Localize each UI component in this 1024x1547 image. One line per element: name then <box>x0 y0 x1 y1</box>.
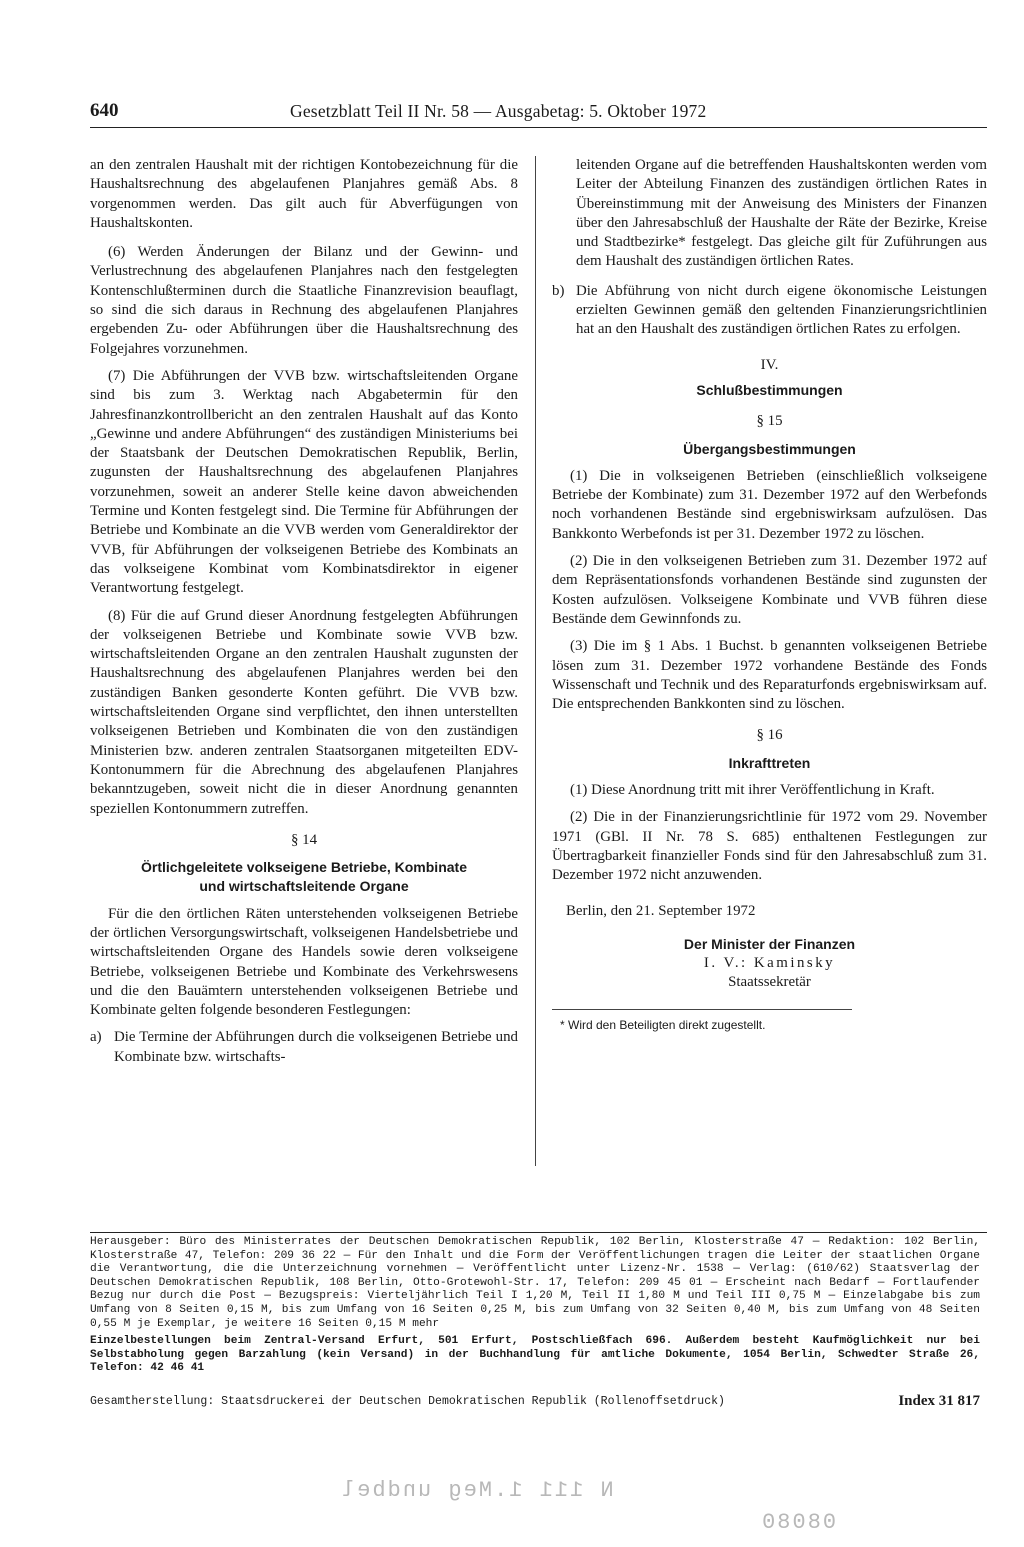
section-14-title-line-1: Örtlichgeleitete volkseigene Betriebe, Kombinate <box>141 859 467 876</box>
section-15-title: Übergangsbestimmungen <box>683 440 856 457</box>
part-iv-title: Schlußbestimmungen <box>696 381 843 398</box>
part-iv-number: IV. <box>760 356 779 373</box>
list-item-a-continued <box>552 156 987 272</box>
column-divider <box>535 156 536 1166</box>
page-number: 640 <box>90 100 119 121</box>
signer-role: Staatssekretär <box>728 974 811 991</box>
signer-name: I. V.: Kaminsky <box>703 955 836 972</box>
signer-title: Der Minister der Finanzen <box>683 935 856 952</box>
signature-block <box>552 935 987 993</box>
paragraph-8: (8) Für die auf Grund dieser Anordnung festgelegten Abführungen der volkseigenen Betriebe und Kombinate sowie VVB bzw. wirtschaftsleitenden Organe an den zentralen Haushalt zugunsten der Haushaltsrechnung des abgelaufenen Planjahres werden bei den zuständigen Banken gesonderte Konten geführt. Die VVB bzw. wirtschaftsleitenden Organe sind verpflichtet, den ihnen unterstellten volkseigenen Betrieben und Kombinaten die von den zuständigen Ministerien bzw. anderen zentralen Staatsorganen mitgeteilten EDV-Kontonummern für die Abrechnung des abgelaufenen Planjahres bekanntzugeben, soweit nicht die in dieser Anordnung genannten speziellen Kontonummern zutreffen. <box>90 607 518 817</box>
footnote-rule <box>552 1009 852 1010</box>
section-14-title <box>90 858 518 897</box>
bleedthrough-text-2: 08080 <box>760 1510 837 1535</box>
list-item-b <box>552 282 987 340</box>
section-15-paragraph-3: (3) Die im § 1 Abs. 1 Buchst. b genannten volkseigenen Betriebe lösen zum 31. Dezember 1972 vorhandene Bestände des Fonds Wissenschaft und Technik und des Reparaturfonds ergebniswirksam auf. Die entsprechenden Bankkonten sind zu löschen. <box>552 638 987 713</box>
running-head: Gesetzblatt Teil II Nr. 58 — Ausgabetag: 5. Oktober 1972 <box>290 101 707 121</box>
list-item-a-label: a) <box>90 1029 102 1046</box>
bleedthrough-text-1: N 111 1.Meg undbel <box>340 1478 614 1503</box>
list-item-a <box>90 1028 518 1067</box>
section-16-title: Inkrafttreten <box>728 754 811 771</box>
imprint-production: Gesamtherstellung: Staatsdruckerei der Deutschen Demokratischen Republik (Rollenoffsetdruck) <box>90 1395 725 1408</box>
section-15-paragraph-2: (2) Die in den volkseigenen Betrieben zum 31. Dezember 1972 auf dem Repräsentationsfonds vorhandenen Bestände sind zugunsten der Kosten aufzulösen. Volkseigene Kombinate und VVB führen diese Bestände dem Gewinnfonds zu. <box>552 553 987 627</box>
imprint-orders: Einzelbestellungen beim Zentral-Versand Erfurt, 501 Erfurt, Postschließfach 696. Außerdem besteht Kaufmöglichkeit nur bei Selbstabholung gegen Barzahlung (kein Versand) in der Buchhandlung für amtliche Dokumente, 1054 Berlin, Schwedter Straße 26, Telefon: 42 46 41 <box>90 1335 980 1375</box>
imprint <box>90 1236 980 1376</box>
place-date: Berlin, den 21. September 1972 <box>566 902 756 919</box>
section-15-number: § 15 <box>756 413 783 430</box>
section-14-intro: Für die den örtlichen Räten unterstehenden volkseigenen Betriebe der örtlichen Versorgungswirtschaft, volkseigenen Handelsbetriebe und wirtschaftsleitenden Organe des Handels sowie deren volkseigene Betriebe, volkseigenen Betriebe und Kombinate des Verkehrswesens und die den Bauämtern unterstehenden volkseigenen Betriebe und Kombinate gelten folgende besonderen Festlegungen: <box>90 905 518 1019</box>
left-column <box>90 156 518 1077</box>
paragraph-7: (7) Die Abführungen der VVB bzw. wirtschaftsleitenden Organe sind bis zum 3. Werktag nach Abgabetermin für den Jahresfinanzkontrollbericht an den zentralen Haushalt auf das Konto „Gewinne und andere Abführungen“ des zuständigen Ministeriums bei der Staatsbank der Deutschen Demokratischen Republik, Berlin, zugunsten der Haushaltsrechnung des abgelaufenen Planjahres vorzunehmen, soweit an anderer Stelle keine davon abweichenden Termine und Konten festgelegt sind. Die Termine für Abführungen der Betriebe und Kombinate an die VVB werden vom Generaldirektor der VVB, für Abführungen der volkseigenen Betriebe des Kombinats an das volkseigene Kombinat vom Kombinatsdirektor in eigener Verantwortung festgelegt. <box>90 367 518 597</box>
list-item-b-text: Die Abführung von nicht durch eigene ökonomische Leistungen erzielten Gewinnen gemäß den geltenden Finanzierungsrichtlinien hat an den Haushalt des zuständigen örtlichen Rates zu erfolgen. <box>576 282 987 338</box>
paragraph-6: (6) Werden Änderungen der Bilanz und der Gewinn- und Verlustrechnung des abgelaufenen Planjahres nach den festgelegten Kontenschlußterminen durch die Staatliche Finanzrevision beauflagt, so sind die sich daraus in Rechnung des abgelaufenen Planjahres ergebenden Zu- oder Abführungen über die Haushaltsrechnung des Folgejahres vorzunehmen. <box>90 244 518 357</box>
section-16-paragraph-1: (1) Diese Anordnung tritt mit ihrer Veröffentlichung in Kraft. <box>570 782 935 799</box>
list-item-b-label: b) <box>552 282 565 299</box>
imprint-publisher: Herausgeber: Büro des Ministerrates der Deutschen Demokratischen Republik, 102 Berlin, Klosterstraße 47 — Redaktion: 102 Berlin, Klosterstraße 47, Telefon: 209 36 22 — Für den Inhalt und die Form der Veröffentlichungen tragen die Leiter der staatlichen Organe die Verantwortung, die die Unterzeichnung vornehmen — Veröffentlicht unter Lizenz-Nr. 1538 — Verlag: (610/62) Staatsverlag der Deutschen Demokratischen Republik, 108 Berlin, Otto-Grotewohl-Str. 17, Telefon: 209 45 01 — Erscheint nach Bedarf — Fortlaufender Bezug nur durch die Post — Bezugspreis: Vierteljährlich Teil I 1,20 M, Teil II 1,80 M und Teil III 0,75 M — Einzelabgabe bis zum Umfang von 8 Seiten 0,15 M, bis zum Umfang von 16 Seiten 0,25 M, bis zum Umfang von 32 Seiten 0,40 M, bis zum Umfang von 48 Seiten 0,55 M je Exemplar, je weitere 16 Seiten 0,15 M mehr <box>90 1236 980 1330</box>
section-14-title-line-2: und wirtschaftsleitende Organe <box>199 878 409 895</box>
section-16-paragraph-2: (2) Die in der Finanzierungsrichtlinie für 1972 vom 29. November 1971 (GBl. II Nr. 78 S. 685) enthaltenen Festlegungen zur Übertragbarkeit finanzieller Fonds sind für den Jahresabschluß zum 31. Dezember 1972 nicht anzuwenden. <box>552 809 987 884</box>
section-16-number: § 16 <box>756 727 783 744</box>
list-item-a-text: Die Termine der Abführungen durch die volkseigenen Betriebe und Kombinate bzw. wirtschafts- <box>114 1029 518 1065</box>
header-rule <box>90 127 987 128</box>
footnote: * Wird den Beteiligten direkt zugestellt. <box>560 1017 766 1032</box>
index-number: Index 31 817 <box>898 1393 980 1409</box>
right-column <box>552 156 987 1035</box>
paragraph-continuation: an den zentralen Haushalt mit der richtigen Kontobezeichnung für die Haushaltsrechnung des abgelaufenen Planjahres gemäß Abs. 8 vorgenommen werden. Das gilt auch für Abverfügungen von Haushaltskonten. <box>90 157 518 231</box>
section-14-number: § 14 <box>290 831 318 848</box>
imprint-footer <box>90 1395 980 1410</box>
section-15-paragraph-1: (1) Die in volkseigenen Betrieben (einschließlich volkseigene Betriebe der Kombinate) zum 31. Dezember 1972 auf den Werbefonds noch vorhandenen Bestände sind ergebniswirksam aufzulösen. Das Bankkonto Werbefonds ist per 31. Dezember 1972 zu löschen. <box>552 467 987 542</box>
imprint-rule <box>90 1232 987 1233</box>
list-item-a-continued-text: leitenden Organe auf die betreffenden Haushaltskonten werden vom Leiter der Abteilung Finanzen des zuständigen örtlichen Rates in Übereinstimmung mit der Anweisung des Ministers der Finanzen über den Jahresabschluß der Haushalte der Räte der Bezirke, Kreise und Stadtbezirke* festgelegt. Das gleiche gilt für Zuführungen aus dem Haushalt des zuständigen örtlichen Rates. <box>576 157 987 270</box>
